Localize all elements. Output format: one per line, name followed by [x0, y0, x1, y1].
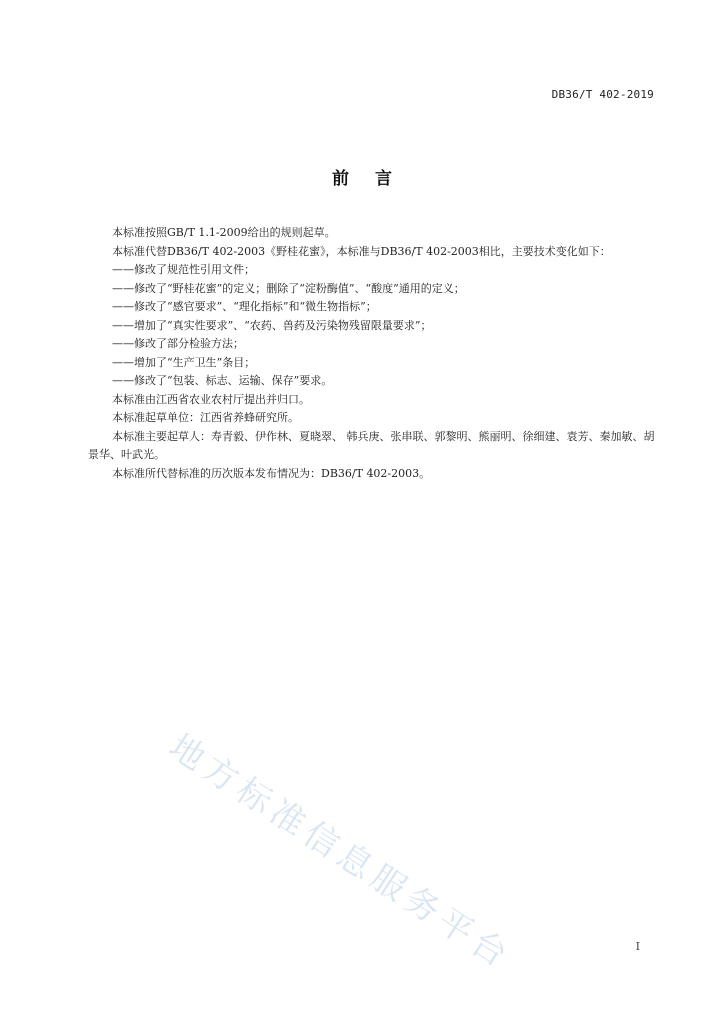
section-title: 前言 — [332, 169, 418, 189]
change-item: ——修改了“野桂花蜜”的定义；删除了“淀粉酶值”、“酸度”通用的定义； — [112, 281, 465, 295]
paragraph-drafting-rule: 本标准按照GB/T 1.1-2009给出的规则起草。 — [112, 226, 336, 239]
change-item: ——增加了“真实性要求”、“农药、兽药及污染物残留限量要求”； — [112, 318, 432, 332]
paragraph-proposer: 本标准由江西省农业农村厅提出并归口。 — [112, 392, 310, 406]
paragraph-drafters: 本标准主要起草人：寿青毅、伊作林、夏晓翠、 韩兵庚、张串联、郭黎明、熊丽明、徐细建、袁芳、秦加敏、胡景华、叶武光。 — [88, 429, 655, 461]
change-item: ——修改了部分检验方法； — [112, 337, 244, 350]
change-item: ——修改了“包装、标志、运输、保存”要求。 — [112, 374, 333, 387]
paragraph-drafting-unit: 本标准起草单位：江西省养蜂研究所。 — [112, 411, 299, 424]
change-item: ——增加了“生产卫生”条目； — [112, 355, 256, 369]
page-number: I — [635, 940, 640, 953]
foreword-body — [88, 224, 663, 483]
paragraph-version-history: 本标准所代替标准的历次版本发布情况为：DB36/T 402-2003。 — [112, 466, 431, 480]
watermark: 地方标准信息服务平台 — [161, 726, 520, 979]
change-item: ——修改了“感官要求”、“理化指标”和“微生物指标”； — [112, 300, 377, 313]
standard-code: DB36/T 402-2019 — [551, 88, 654, 101]
change-item: ——修改了规范性引用文件； — [112, 263, 255, 276]
paragraph-replacement-note: 本标准代替DB36/T 402-2003《野桂花蜜》，本标准与DB36/T 402-2003相比，主要技术变化如下： — [112, 244, 611, 258]
